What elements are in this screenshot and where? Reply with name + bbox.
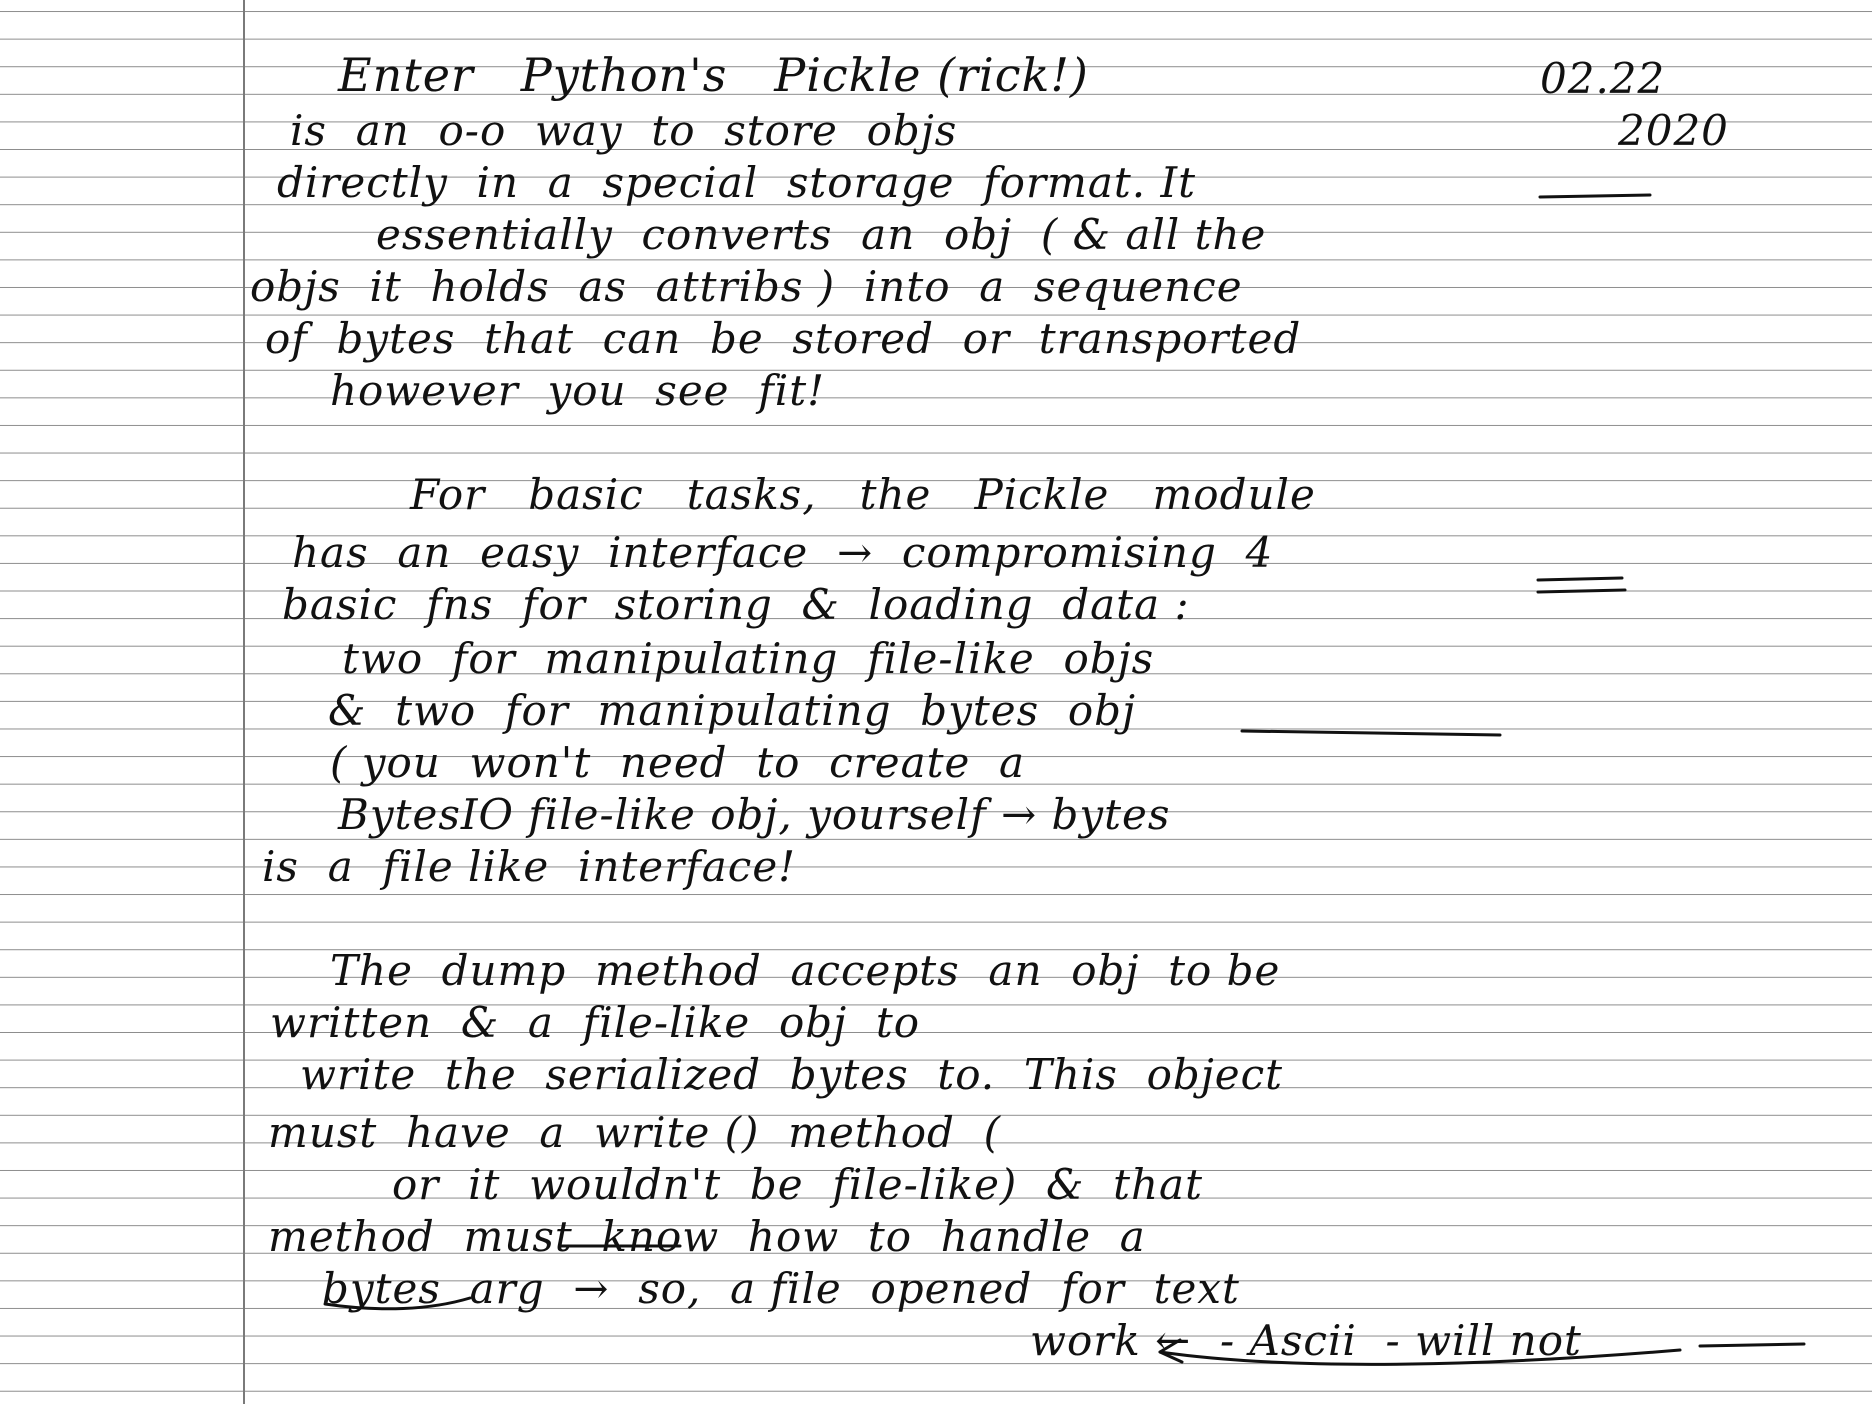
underline-it — [1540, 195, 1650, 197]
paragraph2-line: is a file like interface! — [262, 842, 797, 891]
paragraph3-line: The dump method accepts an obj to be — [330, 946, 1281, 995]
paragraph3-line: or it wouldn't be file-like) & that — [392, 1160, 1203, 1209]
paragraph1-line: directly in a special storage format. It — [277, 158, 1196, 207]
paragraph2-line: ( you won't need to create a — [330, 738, 1026, 787]
paragraph3-line: written & a file-like obj to — [270, 998, 921, 1047]
underline-bytes — [1242, 731, 1500, 735]
paragraph2-line: basic fns for storing & loading data : — [282, 580, 1190, 629]
paragraph1-line: of bytes that can be stored or transported — [265, 314, 1302, 363]
paragraph1-line: is an o-o way to store objs — [290, 106, 958, 155]
underline-4-a — [1538, 578, 1622, 580]
paragraph2-line: For basic tasks, the Pickle module — [410, 470, 1316, 519]
paragraph2-line: & two for manipulating bytes obj — [328, 686, 1137, 735]
paragraph1-line: objs it holds as attribs ) into a sequence — [250, 262, 1243, 311]
underline-not — [1700, 1344, 1804, 1346]
note-date-line1: 02.22 — [1540, 54, 1666, 103]
paragraph3-line: method must know how to handle a — [268, 1212, 1146, 1261]
note-date-line2: 2020 — [1618, 106, 1729, 155]
underline-bytes-2 — [325, 1298, 470, 1309]
paragraph2-line: BytesIO file-like obj, yourself → bytes — [338, 790, 1171, 839]
paragraph3-line: write the serialized bytes to. This object — [300, 1050, 1284, 1099]
paragraph1-line: however you see fit! — [330, 366, 825, 415]
paragraph3-line: must have a write () method ( — [268, 1108, 1002, 1157]
underline-4-b — [1538, 590, 1625, 592]
paragraph1-line: essentially converts an obj ( & all the — [376, 210, 1267, 259]
paragraph3-line: work ← - Ascii - will not — [1030, 1316, 1582, 1365]
paragraph3-line: bytes arg → so, a file opened for text — [322, 1264, 1240, 1313]
note-title: Enter Python's Pickle (rick!) — [338, 48, 1089, 102]
paragraph2-line: two for manipulating file-like objs — [342, 634, 1155, 683]
paragraph2-line: has an easy interface → compromising 4 — [292, 528, 1274, 577]
return-arrow — [1160, 1350, 1680, 1364]
return-arrow-head — [1160, 1340, 1182, 1362]
